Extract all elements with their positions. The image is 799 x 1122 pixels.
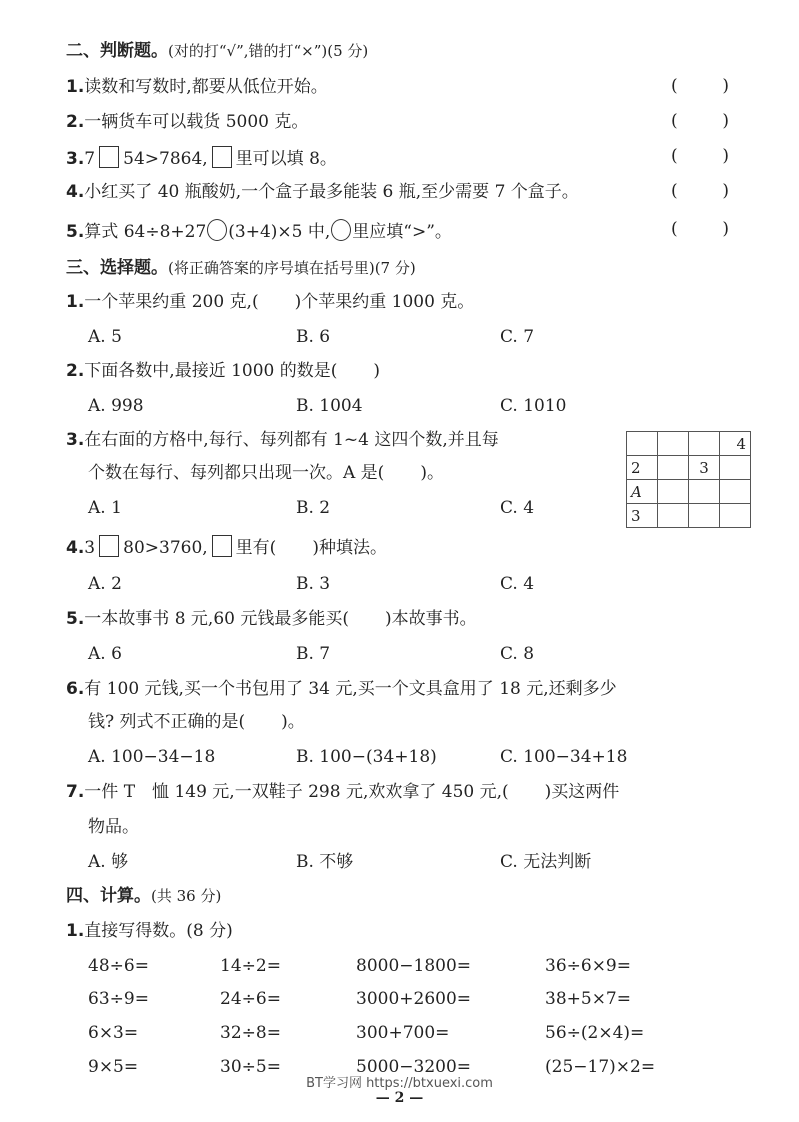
option-b[interactable]: B. 6 <box>296 327 331 347</box>
grid-cell <box>720 504 751 528</box>
answer-paren-1[interactable] <box>671 76 729 96</box>
choice-q4 <box>66 535 759 559</box>
choice-q2 <box>66 360 759 382</box>
grid-cell: 2 <box>627 456 658 480</box>
answer-paren-2[interactable] <box>671 111 729 131</box>
grid-cell <box>658 480 689 504</box>
calc-item[interactable]: 6×3= <box>88 1023 139 1043</box>
paren-close: ) <box>722 219 729 239</box>
grid-row <box>627 432 751 456</box>
option-a[interactable]: A. 够 <box>88 852 129 872</box>
calc-item[interactable]: 36÷6×9= <box>545 956 631 976</box>
section-title: 三、选择题。 <box>66 258 168 278</box>
option-c[interactable]: C. 8 <box>500 644 535 664</box>
item-number: 2. <box>66 361 85 381</box>
grid-cell <box>627 432 658 456</box>
calc-item[interactable]: 9×5= <box>88 1057 139 1077</box>
option-b[interactable]: B. 3 <box>296 574 331 594</box>
grid-cell <box>658 456 689 480</box>
item-text: )。 <box>420 463 444 483</box>
choice-q1 <box>66 291 759 313</box>
calc-item[interactable]: 8000−1800= <box>356 956 472 976</box>
item-text: 一件 T 恤 149 元,一双鞋子 298 元,欢欢拿了 450 元,( <box>84 782 509 802</box>
grid-cell-a: A <box>627 480 658 504</box>
paren-close: ) <box>722 146 729 166</box>
item-text: 3 <box>84 538 96 558</box>
answer-paren-3[interactable] <box>671 146 729 166</box>
page-number: — 2 — <box>375 1090 424 1106</box>
sudoku-grid <box>626 431 751 528</box>
item-text: 80>3760, <box>123 538 208 558</box>
item-text: 个数在每行、每列都只出现一次。A 是( <box>88 463 385 483</box>
calc-item[interactable]: 38+5×7= <box>545 989 631 1009</box>
section-note: (对的打“√”,错的打“×”)(5 分) <box>168 42 369 60</box>
item-text: )买这两件 <box>544 782 620 802</box>
item-text: 一辆货车可以载货 5000 克。 <box>84 112 309 132</box>
item-text: 一个苹果约重 200 克,( <box>84 292 259 312</box>
item-text: 7 <box>84 149 96 169</box>
section-4-heading <box>66 885 759 907</box>
blank-box[interactable] <box>99 535 119 557</box>
section-3-heading <box>66 257 759 279</box>
paren-open: ( <box>671 76 678 96</box>
item-text: 有 100 元钱,买一个书包用了 34 元,买一个文具盒用了 18 元,还剩多少 <box>84 679 617 699</box>
calc-item[interactable]: 3000+2600= <box>356 989 472 1009</box>
answer-paren-4[interactable] <box>671 181 729 201</box>
option-c[interactable]: C. 4 <box>500 498 535 518</box>
option-b[interactable]: B. 7 <box>296 644 331 664</box>
choice-q7 <box>66 781 759 803</box>
item-text: 54>7864, <box>123 149 208 169</box>
grid-cell <box>658 504 689 528</box>
judge-item-5 <box>66 219 759 243</box>
calc-item[interactable]: (25−17)×2= <box>545 1057 656 1077</box>
judge-item-2 <box>66 111 759 133</box>
item-text: 小红买了 40 瓶酸奶,一个盒子最多能装 6 瓶,至少需要 7 个盒子。 <box>84 182 579 202</box>
grid-cell <box>720 456 751 480</box>
paren-close: ) <box>722 76 729 96</box>
judge-item-1 <box>66 76 759 98</box>
option-b[interactable]: B. 不够 <box>296 852 354 872</box>
item-text: )本故事书。 <box>385 609 477 629</box>
option-a[interactable]: A. 1 <box>88 498 122 518</box>
grid-row <box>627 456 751 480</box>
grid-cell <box>689 432 720 456</box>
calc-item[interactable]: 32÷8= <box>220 1023 281 1043</box>
calc-item[interactable]: 14÷2= <box>220 956 281 976</box>
item-text: 下面各数中,最接近 1000 的数是( <box>84 361 338 381</box>
grid-row <box>627 504 751 528</box>
calc-item[interactable]: 5000−3200= <box>356 1057 472 1077</box>
option-a[interactable]: A. 5 <box>88 327 122 347</box>
paren-open: ( <box>671 219 678 239</box>
section-title: 四、计算。 <box>66 886 151 906</box>
item-text: (3+4)×5 中, <box>228 222 331 242</box>
calc-sub1 <box>66 920 759 942</box>
grid-cell <box>689 480 720 504</box>
choice-q6-line2 <box>88 711 759 733</box>
option-c[interactable]: C. 100−34+18 <box>500 747 628 767</box>
grid-cell: 3 <box>689 456 720 480</box>
item-text: 里有( <box>235 538 277 558</box>
grid-cell: 3 <box>627 504 658 528</box>
option-a[interactable]: A. 2 <box>88 574 122 594</box>
item-text: 算式 64÷8+27 <box>84 222 207 242</box>
grid-row <box>627 480 751 504</box>
item-text: 直接写得数。(8 分) <box>84 921 233 941</box>
item-number: 1. <box>66 77 85 97</box>
option-c[interactable]: C. 无法判断 <box>500 852 592 872</box>
item-text: 读数和写数时,都要从低位开始。 <box>84 77 328 97</box>
item-number: 5. <box>66 222 85 242</box>
grid-cell <box>720 480 751 504</box>
judge-item-4 <box>66 181 759 203</box>
item-number: 4. <box>66 538 85 558</box>
paren-open: ( <box>671 181 678 201</box>
section-note: (共 36 分) <box>151 887 222 905</box>
item-number: 7. <box>66 782 85 802</box>
blank-box[interactable] <box>99 146 119 168</box>
option-c[interactable]: C. 7 <box>500 327 535 347</box>
option-b[interactable]: B. 1004 <box>296 396 363 416</box>
paren-open: ( <box>671 146 678 166</box>
judge-item-3 <box>66 146 759 170</box>
calc-item[interactable]: 48÷6= <box>88 956 149 976</box>
option-a[interactable]: A. 100−34−18 <box>88 747 216 767</box>
item-text: ) <box>373 361 381 381</box>
choice-q7-line2 <box>88 816 759 838</box>
option-c[interactable]: C. 1010 <box>500 396 567 416</box>
option-b[interactable]: B. 100−(34+18) <box>296 747 437 767</box>
paren-open: ( <box>671 111 678 131</box>
item-text: 钱? 列式不正确的是( <box>88 712 246 732</box>
item-number: 2. <box>66 112 85 132</box>
grid-cell: 4 <box>720 432 751 456</box>
calc-item[interactable]: 63÷9= <box>88 989 149 1009</box>
item-number: 3. <box>66 149 85 169</box>
item-text: 在右面的方格中,每行、每列都有 1~4 这四个数,并且每 <box>84 430 499 450</box>
item-text: )个苹果约重 1000 克。 <box>294 292 475 312</box>
section-title: 二、判断题。 <box>66 41 168 61</box>
calc-item[interactable]: 24÷6= <box>220 989 281 1009</box>
blank-box-icon <box>212 146 232 168</box>
option-b[interactable]: B. 2 <box>296 498 331 518</box>
item-text: 物品。 <box>88 817 139 837</box>
item-number: 1. <box>66 921 85 941</box>
item-number: 1. <box>66 292 85 312</box>
section-note: (将正确答案的序号填在括号里)(7 分) <box>168 259 416 277</box>
watermark: BT学习网 https://btxuexi.com <box>306 1076 493 1091</box>
calc-item[interactable]: 300+700= <box>356 1023 450 1043</box>
calc-item[interactable]: 56÷(2×4)= <box>545 1023 645 1043</box>
option-a[interactable]: A. 998 <box>88 396 144 416</box>
item-number: 5. <box>66 609 85 629</box>
item-text: 里可以填 8。 <box>235 149 337 169</box>
item-text: 里应填“>”。 <box>352 222 452 242</box>
answer-paren-5[interactable] <box>671 219 729 239</box>
paren-close: ) <box>722 181 729 201</box>
item-number: 6. <box>66 679 85 699</box>
circle-blank[interactable] <box>207 219 227 241</box>
calc-item[interactable]: 30÷5= <box>220 1057 281 1077</box>
choice-q6 <box>66 678 759 700</box>
grid-cell <box>689 504 720 528</box>
option-a[interactable]: A. 6 <box>88 644 122 664</box>
section-2-heading <box>66 40 759 62</box>
item-text: 一本故事书 8 元,60 元钱最多能买( <box>84 609 349 629</box>
grid-cell <box>658 432 689 456</box>
option-c[interactable]: C. 4 <box>500 574 535 594</box>
item-number: 4. <box>66 182 85 202</box>
choice-q5 <box>66 608 759 630</box>
paren-close: ) <box>722 111 729 131</box>
item-text: )种填法。 <box>312 538 387 558</box>
item-text: )。 <box>281 712 305 732</box>
circle-icon <box>331 219 351 241</box>
item-number: 3. <box>66 430 85 450</box>
blank-box-icon <box>212 535 232 557</box>
